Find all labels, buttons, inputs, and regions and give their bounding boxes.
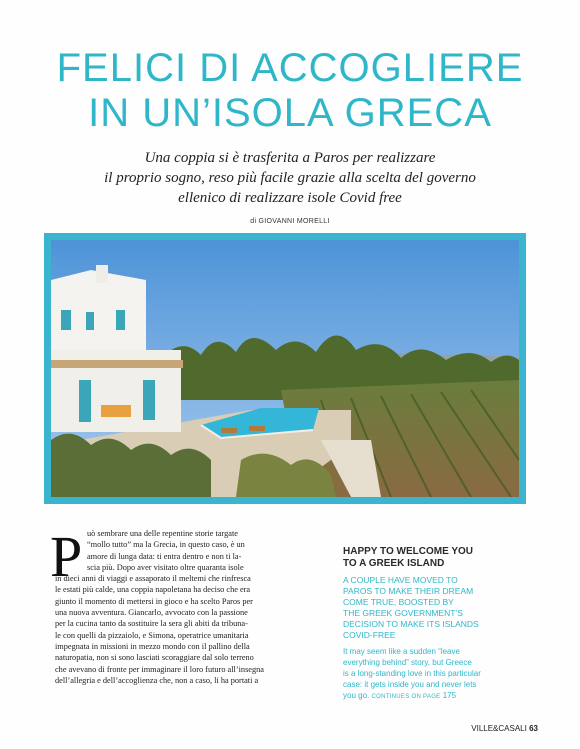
english-subheading-line: A COUPLE HAVE MOVED TO xyxy=(343,575,458,585)
villa-photo xyxy=(51,240,519,497)
page-footer xyxy=(471,724,538,733)
headline-line-1: FELICI DI ACCOGLIERE xyxy=(56,46,524,90)
body-line: giunto il momento di mettersi in gioco e ha scelto Paros per xyxy=(55,596,253,606)
body-line: amore di lunga data: ti entra dentro e non ti la- xyxy=(87,551,242,561)
english-text-end: you go. xyxy=(343,691,370,700)
english-subheading-line: PAROS TO MAKE THEIR DREAM xyxy=(343,586,474,596)
english-subheading-line: THE GREEK GOVERNMENT’S xyxy=(343,608,463,618)
english-summary xyxy=(343,546,518,703)
body-line: le con quelli da pizzaiolo, e Simona, operatrice umanitaria xyxy=(55,630,249,640)
english-subheading xyxy=(343,575,518,641)
english-subheading-line: COME TRUE, BOOSTED BY xyxy=(343,597,454,607)
body-line: in dieci anni di viaggi e assaporato il meltemi che rinfresca xyxy=(55,574,251,584)
english-text-line: It may seem like a sudden “leave xyxy=(343,647,460,656)
english-text-line xyxy=(343,690,518,703)
page-number: 63 xyxy=(529,724,538,733)
english-heading-line: HAPPY TO WELCOME YOU xyxy=(343,546,474,557)
photo-frame xyxy=(44,233,526,504)
english-text-line: case: it gets inside you and never lets xyxy=(343,680,477,689)
byline: di GIOVANNI MORELLI xyxy=(250,218,330,225)
body-line: che avevano di fronte per immaginare il loro futuro all’insegna xyxy=(55,664,264,674)
body-line: le estati più calde, una coppia napoletana ha deciso che era xyxy=(55,585,251,595)
body-line: uò sembrare una delle repentine storie targate xyxy=(87,529,238,538)
english-heading xyxy=(343,546,518,570)
subtitle-line: Una coppia si è trasferita a Paros per realizzare xyxy=(144,150,436,166)
article-body xyxy=(55,528,330,686)
subtitle xyxy=(80,148,500,208)
english-heading-line: TO A GREEK ISLAND xyxy=(343,558,445,569)
body-line: scia più. Dopo aver visitato oltre quaranta isole xyxy=(87,562,244,572)
english-text-line: is a long-standing love in this particular xyxy=(343,669,481,678)
continues-page[interactable]: 175 xyxy=(442,691,457,700)
english-subheading-line: COVID-FREE xyxy=(343,630,396,640)
english-subheading-line: DECISION TO MAKE ITS ISLANDS xyxy=(343,619,479,629)
subtitle-line: ellenico di realizzare isole Covid free xyxy=(178,190,402,206)
headline-line-2: IN UN’ISOLA GRECA xyxy=(88,91,492,135)
english-text xyxy=(343,646,518,703)
body-line: impegnata in missioni in mezzo mondo con il pallino della xyxy=(55,641,250,651)
body-line: dell’allegria e dell’accoglienza che, non a caso, li ha portati a xyxy=(55,675,259,685)
body-line: per la cucina tanto da sostituire la sera gli abiti da tribuna- xyxy=(55,619,248,629)
body-line: una nuova avventura. Giancarlo, avvocato con la passione xyxy=(55,608,248,618)
subtitle-line: il proprio sogno, reso più facile grazie alla scelta del governo xyxy=(104,170,476,186)
body-line: “mollo tutto” ma la Grecia, in questo caso, è un xyxy=(87,540,245,550)
drop-cap: P xyxy=(50,524,83,589)
english-text-line: everything behind” story, but Greece xyxy=(343,658,472,667)
continues-label: CONTINUES ON PAGE xyxy=(371,694,441,700)
magazine-name: VILLE&CASALI xyxy=(471,724,527,733)
body-line: naturopatia, non si sono lasciati scoraggiare dal solo terreno xyxy=(55,653,254,663)
